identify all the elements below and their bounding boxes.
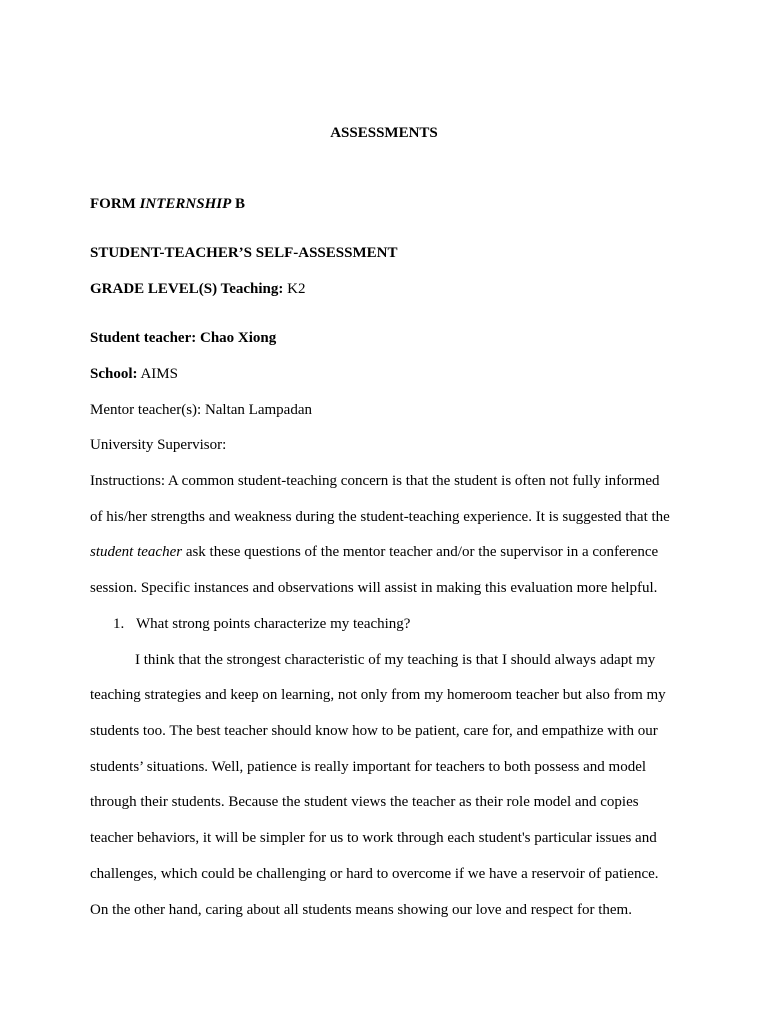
instructions-line-1: Instructions: A common student-teaching concern is that the student is often not fully informed bbox=[90, 473, 660, 489]
answer-line: teaching strategies and keep on learning, not only from my homeroom teacher but also from my bbox=[90, 687, 666, 703]
school-label: School: bbox=[90, 366, 138, 382]
instructions-line-3-rest: ask these questions of the mentor teacher and/or the supervisor in a conference bbox=[182, 544, 659, 560]
question-number: 1. bbox=[113, 616, 125, 632]
instructions-line-2: of his/her strengths and weakness during the student-teaching experience. It is suggested that the bbox=[90, 509, 670, 525]
grade-level-value: K2 bbox=[283, 281, 306, 297]
instructions-line-3 bbox=[90, 543, 658, 561]
school-value: AIMS bbox=[137, 366, 178, 382]
answer-line: through their students. Because the student views the teacher as their role model and copies bbox=[90, 794, 639, 810]
school-line bbox=[90, 365, 178, 383]
form-italic: INTERNSHIP bbox=[139, 196, 232, 212]
grade-level-line bbox=[90, 280, 305, 298]
document-heading: ASSESSMENTS bbox=[330, 125, 438, 141]
subheading: STUDENT-TEACHER’S SELF-ASSESSMENT bbox=[90, 245, 398, 261]
form-prefix: FORM bbox=[90, 196, 140, 212]
answer-line: teacher behaviors, it will be simpler for us to work through each student's particular issues and bbox=[90, 830, 657, 846]
answer-line: On the other hand, caring about all students means showing our love and respect for them. bbox=[90, 902, 632, 918]
answer-line: students too. The best teacher should know how to be patient, care for, and empathize with our bbox=[90, 723, 658, 739]
answer-line: students’ situations. Well, patience is really important for teachers to both possess and model bbox=[90, 759, 647, 775]
instructions-italic: student teacher bbox=[90, 544, 183, 560]
form-suffix: B bbox=[231, 196, 246, 212]
mentor-line: Mentor teacher(s): Naltan Lampadan bbox=[90, 402, 312, 418]
instructions-line-4: session. Specific instances and observations will assist in making this evaluation more helpful. bbox=[90, 580, 658, 596]
question-text: What strong points characterize my teaching? bbox=[136, 616, 411, 632]
supervisor-line: University Supervisor: bbox=[90, 437, 227, 453]
grade-level-label: GRADE LEVEL(S) Teaching: bbox=[90, 281, 284, 297]
answer-line: I think that the strongest characteristic of my teaching is that I should always adapt my bbox=[135, 652, 656, 668]
form-title bbox=[90, 195, 245, 213]
answer-line: challenges, which could be challenging or hard to overcome if we have a reservoir of patience. bbox=[90, 866, 659, 882]
student-teacher-line: Student teacher: Chao Xiong bbox=[90, 330, 277, 346]
